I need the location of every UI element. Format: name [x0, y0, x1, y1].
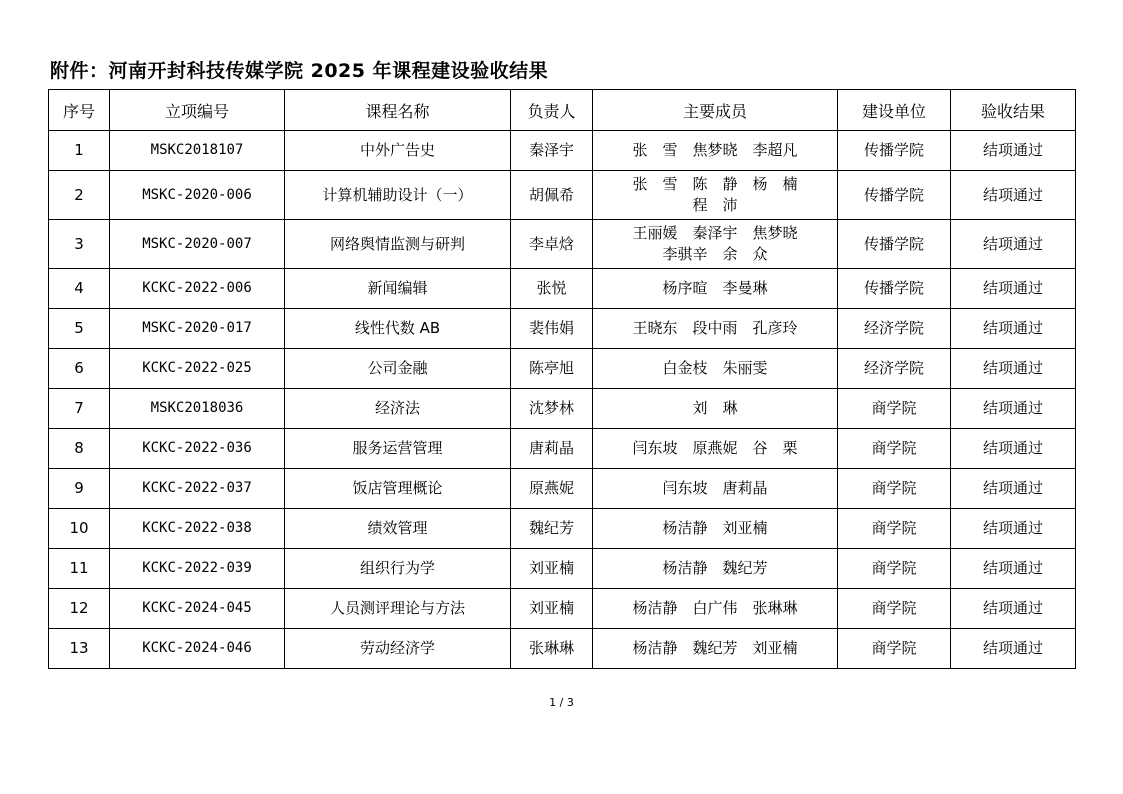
cell-members — [593, 469, 838, 509]
cell-course: 饭店管理概论 — [285, 469, 511, 509]
cell-members — [593, 589, 838, 629]
cell-members — [593, 389, 838, 429]
header-cell-no: 序号 — [49, 90, 110, 131]
cell-members — [593, 509, 838, 549]
result-table — [48, 89, 1076, 669]
table-header-row — [49, 90, 1076, 131]
cell-result: 结项通过 — [951, 131, 1076, 171]
cell-unit: 传播学院 — [838, 131, 951, 171]
member-line: 闫东坡 原燕妮 谷 栗 — [632, 439, 798, 457]
cell-unit: 商学院 — [838, 589, 951, 629]
cell-unit: 商学院 — [838, 469, 951, 509]
cell-result: 结项通过 — [951, 171, 1076, 220]
member-line: 杨洁静 刘亚楠 — [662, 519, 768, 537]
cell-members — [593, 309, 838, 349]
cell-leader: 胡佩希 — [511, 171, 593, 220]
cell-unit: 商学院 — [838, 629, 951, 669]
cell-code: KCKC-2024-045 — [110, 589, 285, 629]
member-line: 程 沛 — [692, 196, 738, 214]
cell-leader: 张琳琳 — [511, 629, 593, 669]
cell-result: 结项通过 — [951, 309, 1076, 349]
cell-unit: 传播学院 — [838, 171, 951, 220]
cell-no: 11 — [49, 549, 110, 589]
member-line: 闫东坡 唐莉晶 — [662, 479, 768, 497]
member-line: 杨洁静 魏纪芳 刘亚楠 — [632, 639, 798, 657]
cell-code: MSKC-2020-007 — [110, 220, 285, 269]
cell-code: KCKC-2022-036 — [110, 429, 285, 469]
cell-unit: 传播学院 — [838, 269, 951, 309]
cell-no: 3 — [49, 220, 110, 269]
cell-course: 计算机辅助设计（一） — [285, 171, 511, 220]
page-number: 1 / 3 — [549, 696, 574, 709]
header-cell-result: 验收结果 — [951, 90, 1076, 131]
member-line: 杨序暄 李曼琳 — [662, 279, 768, 297]
cell-course: 新闻编辑 — [285, 269, 511, 309]
cell-unit: 经济学院 — [838, 309, 951, 349]
member-line: 王丽媛 秦泽宇 焦梦晓 — [632, 224, 798, 242]
cell-course: 服务运营管理 — [285, 429, 511, 469]
cell-result: 结项通过 — [951, 269, 1076, 309]
cell-result: 结项通过 — [951, 509, 1076, 549]
cell-result: 结项通过 — [951, 469, 1076, 509]
cell-course: 网络舆情监测与研判 — [285, 220, 511, 269]
cell-course: 绩效管理 — [285, 509, 511, 549]
table-row — [49, 309, 1076, 349]
cell-result: 结项通过 — [951, 389, 1076, 429]
cell-no: 2 — [49, 171, 110, 220]
member-line: 刘 琳 — [692, 399, 738, 417]
table-row — [49, 629, 1076, 669]
cell-members — [593, 349, 838, 389]
cell-members — [593, 171, 838, 220]
member-line: 杨洁静 白广伟 张琳琳 — [632, 599, 798, 617]
cell-no: 7 — [49, 389, 110, 429]
cell-leader: 原燕妮 — [511, 469, 593, 509]
cell-leader: 李卓焓 — [511, 220, 593, 269]
cell-no: 8 — [49, 429, 110, 469]
cell-code: MSKC2018036 — [110, 389, 285, 429]
member-line: 白金枝 朱丽雯 — [662, 359, 768, 377]
cell-members — [593, 549, 838, 589]
cell-code: KCKC-2022-025 — [110, 349, 285, 389]
member-line: 张 雪 焦梦晓 李超凡 — [632, 141, 798, 159]
cell-leader: 魏纪芳 — [511, 509, 593, 549]
cell-leader: 刘亚楠 — [511, 589, 593, 629]
cell-course: 公司金融 — [285, 349, 511, 389]
cell-code: MSKC-2020-006 — [110, 171, 285, 220]
cell-leader: 裴伟娟 — [511, 309, 593, 349]
cell-unit: 传播学院 — [838, 220, 951, 269]
table-row — [49, 131, 1076, 171]
cell-unit: 商学院 — [838, 549, 951, 589]
cell-members — [593, 629, 838, 669]
cell-course: 经济法 — [285, 389, 511, 429]
cell-result: 结项通过 — [951, 549, 1076, 589]
cell-members — [593, 131, 838, 171]
cell-members — [593, 269, 838, 309]
table-row — [49, 549, 1076, 589]
table-row — [49, 171, 1076, 220]
cell-result: 结项通过 — [951, 429, 1076, 469]
cell-leader: 唐莉晶 — [511, 429, 593, 469]
header-cell-code: 立项编号 — [110, 90, 285, 131]
header-cell-leader: 负责人 — [511, 90, 593, 131]
cell-course: 劳动经济学 — [285, 629, 511, 669]
cell-result: 结项通过 — [951, 349, 1076, 389]
header-cell-course: 课程名称 — [285, 90, 511, 131]
table-row — [49, 220, 1076, 269]
cell-code: MSKC-2020-017 — [110, 309, 285, 349]
cell-no: 10 — [49, 509, 110, 549]
cell-result: 结项通过 — [951, 220, 1076, 269]
cell-unit: 商学院 — [838, 509, 951, 549]
cell-code: KCKC-2024-046 — [110, 629, 285, 669]
table-body — [49, 131, 1076, 669]
cell-code: KCKC-2022-037 — [110, 469, 285, 509]
cell-leader: 刘亚楠 — [511, 549, 593, 589]
cell-no: 1 — [49, 131, 110, 171]
cell-unit: 商学院 — [838, 389, 951, 429]
cell-course: 组织行为学 — [285, 549, 511, 589]
table-row — [49, 589, 1076, 629]
table-row — [49, 469, 1076, 509]
cell-code: MSKC2018107 — [110, 131, 285, 171]
cell-no: 9 — [49, 469, 110, 509]
cell-course: 人员测评理论与方法 — [285, 589, 511, 629]
member-line: 张 雪 陈 静 杨 楠 — [632, 175, 798, 193]
cell-no: 6 — [49, 349, 110, 389]
cell-code: KCKC-2022-006 — [110, 269, 285, 309]
cell-leader: 秦泽宇 — [511, 131, 593, 171]
cell-members — [593, 220, 838, 269]
cell-no: 4 — [49, 269, 110, 309]
member-line: 李骐辛 余 众 — [662, 245, 768, 263]
table-row — [49, 509, 1076, 549]
cell-members — [593, 429, 838, 469]
cell-no: 13 — [49, 629, 110, 669]
cell-course: 线性代数 AB — [285, 309, 511, 349]
table-row — [49, 429, 1076, 469]
cell-unit: 商学院 — [838, 429, 951, 469]
member-line: 杨洁静 魏纪芳 — [662, 559, 768, 577]
cell-course: 中外广告史 — [285, 131, 511, 171]
header-cell-unit: 建设单位 — [838, 90, 951, 131]
cell-no: 12 — [49, 589, 110, 629]
cell-unit: 经济学院 — [838, 349, 951, 389]
table-row — [49, 389, 1076, 429]
cell-code: KCKC-2022-038 — [110, 509, 285, 549]
table-row — [49, 349, 1076, 389]
cell-result: 结项通过 — [951, 589, 1076, 629]
cell-leader: 陈亭旭 — [511, 349, 593, 389]
cell-leader: 沈梦林 — [511, 389, 593, 429]
document-title: 附件：河南开封科技传媒学院 2025 年课程建设验收结果 — [50, 60, 549, 82]
cell-leader: 张悦 — [511, 269, 593, 309]
member-line: 王晓东 段中雨 孔彦玲 — [632, 319, 798, 337]
cell-result: 结项通过 — [951, 629, 1076, 669]
table-row — [49, 269, 1076, 309]
cell-no: 5 — [49, 309, 110, 349]
header-cell-members: 主要成员 — [593, 90, 838, 131]
cell-code: KCKC-2022-039 — [110, 549, 285, 589]
